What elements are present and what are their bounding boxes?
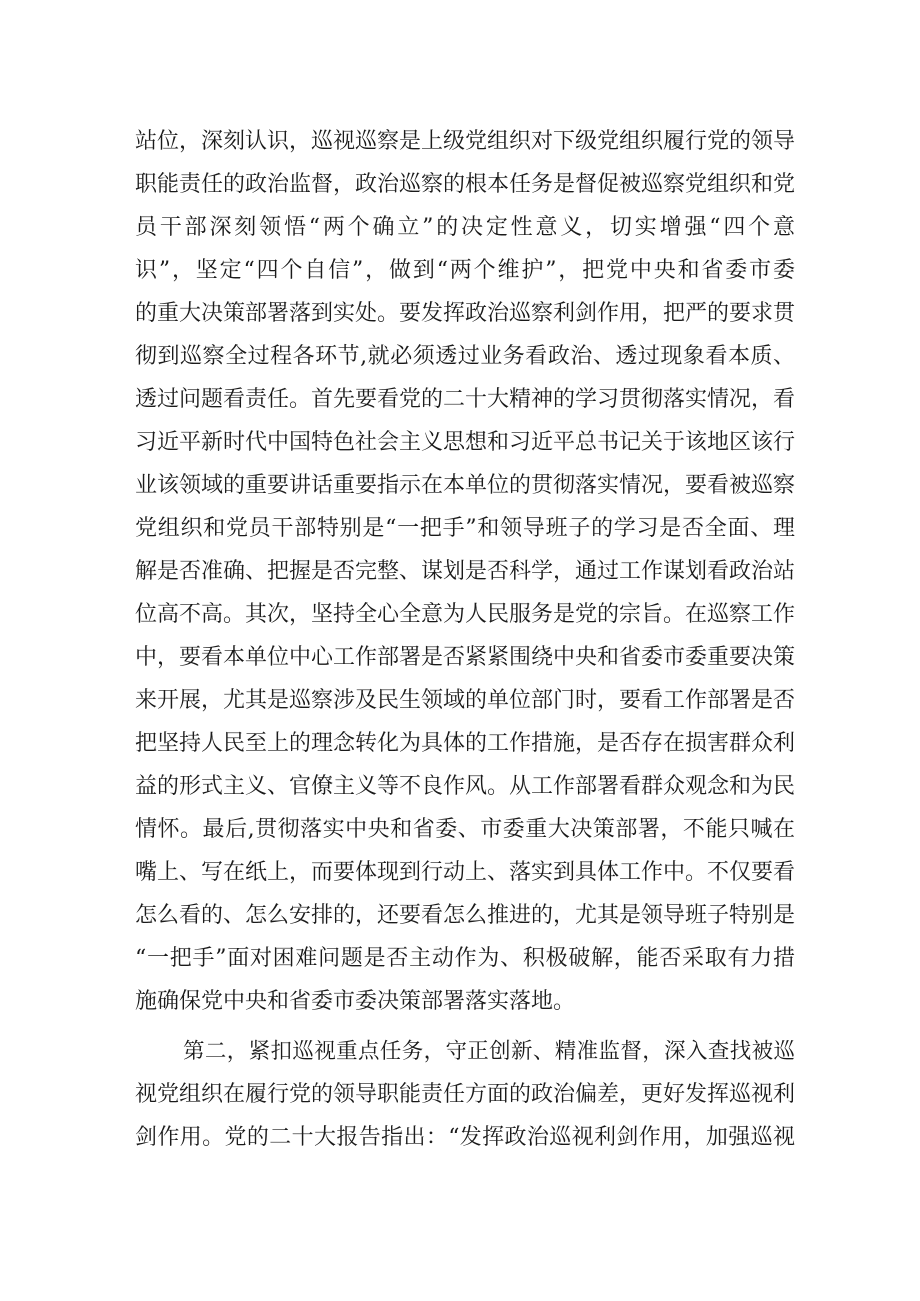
text-line: 施确保党中央和省委市委决策部署落实落地。 — [135, 989, 576, 1014]
text-line: 中，要看本单位中心工作部署是否紧紧围绕中央和省委市委重要决策 — [135, 645, 796, 670]
text-line: 职能责任的政治监督，政治巡察的根本任务是督促被巡察党组织和党 — [135, 172, 796, 197]
text-line: 怎么看的、怎么安排的，还要看怎么推进的，尤其是领导班子特别是 — [135, 903, 796, 928]
text-line: 党组织和党员干部特别是“一把手”和领导班子的学习是否全面、理 — [135, 516, 795, 541]
paragraph-first-line: 第二，紧扣巡视重点任务，守正创新、精准监督，深入查找被巡 — [183, 1039, 795, 1064]
text-line: 习近平新时代中国特色社会主义思想和习近平总书记关于该地区该行 — [135, 430, 796, 455]
text-line: 位高不高。其次，坚持全心全意为人民服务是党的宗旨。在巡察工作 — [135, 602, 796, 627]
text-line: 的重大决策部署落到实处。要发挥政治巡察利剑作用，把严的要求贯 — [135, 301, 796, 326]
text-line: 把坚持人民至上的理念转化为具体的工作措施，是否存在损害群众利 — [135, 731, 796, 756]
text-line: 来开展，尤其是巡察涉及民生领域的单位部门时，要看工作部署是否 — [135, 688, 796, 713]
text-line: 情怀。最后,贯彻落实中央和省委、市委重大决策部署，不能只喊在 — [135, 817, 795, 842]
text-line: 识”，坚定“四个自信”，做到“两个维护”，把党中央和省委市委 — [135, 258, 795, 283]
text-line: 业该领域的重要讲话重要指示在本单位的贯彻落实情况，要看被巡察 — [135, 473, 796, 498]
text-line: 员干部深刻领悟“两个确立”的决定性意义，切实增强“四个意 — [135, 215, 795, 240]
text-line: 剑作用。党的二十大报告指出：“发挥政治巡视利剑作用，加强巡视 — [135, 1125, 795, 1150]
text-line: 透过问题看责任。首先要看党的二十大精神的学习贯彻落实情况，看 — [135, 387, 796, 412]
text-line: 站位，深刻认识，巡视巡察是上级党组织对下级党组织履行党的领导 — [135, 129, 796, 154]
text-line: 嘴上、写在纸上，而要体现到行动上、落实到具体工作中。不仅要看 — [135, 860, 796, 885]
text-line: 彻到巡察全过程各环节,就必须透过业务看政治、透过现象看本质、 — [135, 344, 795, 369]
text-line: 视党组织在履行党的领导职能责任方面的政治偏差，更好发挥巡视利 — [135, 1082, 796, 1107]
text-line: 解是否准确、把握是否完整、谋划是否科学，通过工作谋划看政治站 — [135, 559, 796, 584]
text-line: “一把手”面对困难问题是否主动作为、积极破解，能否采取有力措 — [135, 946, 795, 971]
text-line: 益的形式主义、官僚主义等不良作风。从工作部署看群众观念和为民 — [135, 774, 796, 799]
